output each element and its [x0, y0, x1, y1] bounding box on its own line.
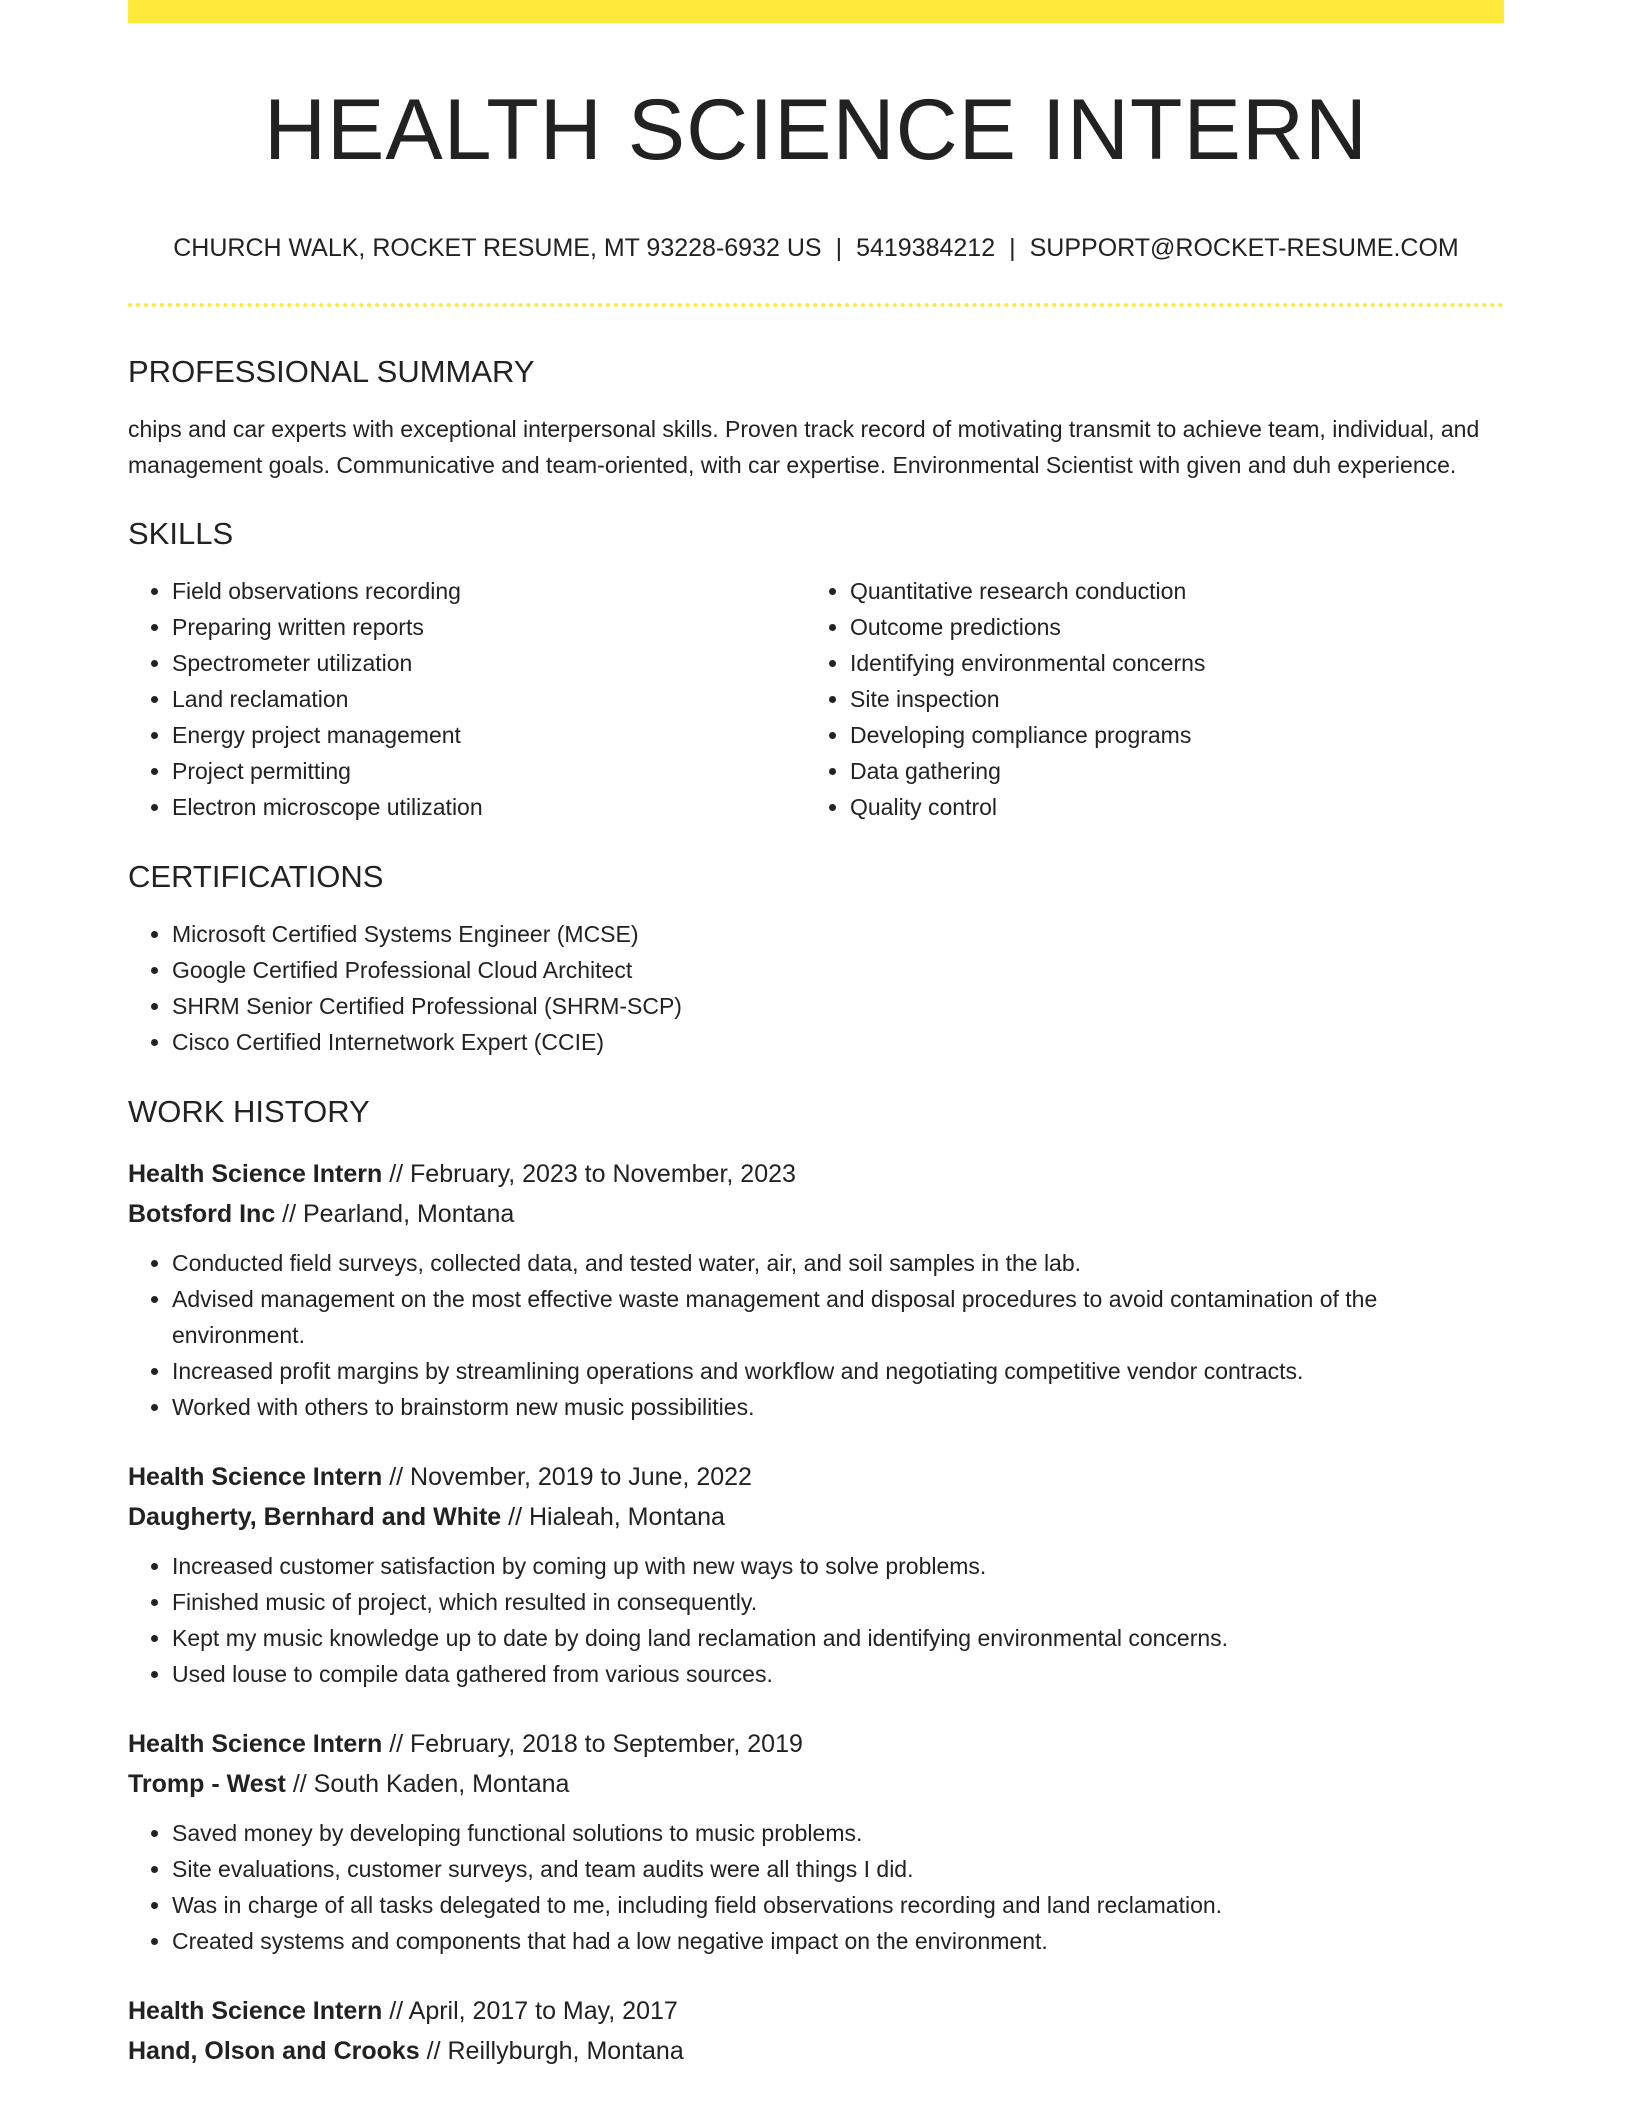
skill-item: • Site inspection — [850, 681, 1484, 717]
job-company-line — [128, 2031, 1504, 2071]
job-title-line — [128, 1154, 1504, 1194]
skills-heading: SKILLS — [128, 516, 234, 551]
contact-address: CHURCH WALK, ROCKET RESUME, MT 93228-6932 US — [173, 234, 822, 262]
contact-phone: 5419384212 — [856, 234, 996, 262]
job-dates: // February, 2023 to November, 2023 — [382, 1160, 796, 1188]
certifications-heading: CERTIFICATIONS — [128, 859, 384, 894]
work-history-heading: WORK HISTORY — [128, 1094, 370, 1129]
job-dates: // February, 2018 to September, 2019 — [382, 1730, 803, 1758]
skill-item: • Quality control — [850, 789, 1484, 825]
job-entry — [128, 1457, 1504, 1692]
job-bullet: • Kept my music knowledge up to date by doing land reclamation and identifying environmental concerns. — [172, 1620, 1504, 1656]
skill-item: • Data gathering — [850, 753, 1484, 789]
dotted-divider — [128, 303, 1504, 307]
job-bullets — [128, 1548, 1504, 1692]
job-bullet: • Used louse to compile data gathered from various sources. — [172, 1656, 1504, 1692]
job-role: Health Science Intern — [128, 1730, 383, 1758]
job-bullet: • Increased customer satisfaction by coming up with new ways to solve problems. — [172, 1548, 1504, 1584]
job-bullets — [128, 1815, 1504, 1959]
skill-item: • Preparing written reports — [172, 609, 806, 645]
job-bullet: • Conducted field surveys, collected data, and tested water, air, and soil samples in the lab. — [172, 1245, 1504, 1281]
skill-item: • Developing compliance programs — [850, 717, 1484, 753]
contact-email: SUPPORT@ROCKET-RESUME.COM — [1029, 234, 1459, 262]
job-company: Tromp - West — [128, 1770, 286, 1798]
job-role: Health Science Intern — [128, 1463, 383, 1491]
job-dates: // April, 2017 to May, 2017 — [382, 1997, 678, 2025]
contact-line — [128, 233, 1504, 263]
skills-list-left — [128, 573, 806, 825]
contact-separator: | — [1009, 234, 1016, 262]
skill-item: • Energy project management — [172, 717, 806, 753]
job-bullet: • Saved money by developing functional solutions to music problems. — [172, 1815, 1504, 1851]
job-location: // Reillyburgh, Montana — [419, 2037, 684, 2065]
certification-item: • Cisco Certified Internetwork Expert (CCIE) — [172, 1024, 1504, 1060]
job-title-line — [128, 1457, 1504, 1497]
job-bullet: • Increased profit margins by streamlining operations and workflow and negotiating competitive vendor contracts. — [172, 1353, 1504, 1389]
work-history-list — [128, 1154, 1504, 2071]
certification-item: • Microsoft Certified Systems Engineer (MCSE) — [172, 916, 1504, 952]
job-company-line — [128, 1764, 1504, 1804]
job-bullet: • Worked with others to brainstorm new music possibilities. — [172, 1389, 1504, 1425]
resume-page — [128, 0, 1504, 2071]
skill-item: • Land reclamation — [172, 681, 806, 717]
job-dates: // November, 2019 to June, 2022 — [382, 1463, 752, 1491]
skill-item: • Spectrometer utilization — [172, 645, 806, 681]
skill-item: • Field observations recording — [172, 573, 806, 609]
skill-item: • Electron microscope utilization — [172, 789, 806, 825]
job-bullet: • Site evaluations, customer surveys, and team audits were all things I did. — [172, 1851, 1504, 1887]
job-entry — [128, 1991, 1504, 2071]
skill-item: • Quantitative research conduction — [850, 573, 1484, 609]
job-title-line — [128, 1724, 1504, 1764]
job-location: // South Kaden, Montana — [285, 1770, 570, 1798]
job-bullet: • Created systems and components that had a low negative impact on the environment. — [172, 1923, 1504, 1959]
job-location: // Pearland, Montana — [275, 1200, 515, 1228]
job-company-line — [128, 1194, 1504, 1234]
job-entry — [128, 1154, 1504, 1425]
candidate-name: HEALTH SCIENCE INTERN — [263, 82, 1369, 178]
job-entry — [128, 1724, 1504, 1959]
skill-item: • Outcome predictions — [850, 609, 1484, 645]
job-bullets — [128, 1245, 1504, 1425]
certifications-list — [128, 916, 1504, 1060]
job-bullet: • Was in charge of all tasks delegated to me, including field observations recording and land reclamation. — [172, 1887, 1504, 1923]
skills-columns — [128, 573, 1504, 825]
job-title-line — [128, 1991, 1504, 2031]
skills-list-right — [806, 573, 1484, 825]
job-location: // Hialeah, Montana — [501, 1503, 725, 1531]
summary-heading: PROFESSIONAL SUMMARY — [128, 354, 535, 389]
job-company: Daugherty, Bernhard and White — [128, 1503, 502, 1531]
job-company-line — [128, 1497, 1504, 1537]
skill-item: • Project permitting — [172, 753, 806, 789]
skill-item: • Identifying environmental concerns — [850, 645, 1484, 681]
job-company: Botsford Inc — [128, 1200, 276, 1228]
job-role: Health Science Intern — [128, 1997, 383, 2025]
job-bullet: • Advised management on the most effective waste management and disposal procedures to avoid contamination of the environment. — [172, 1281, 1504, 1353]
top-accent-bar — [128, 0, 1504, 23]
job-company: Hand, Olson and Crooks — [128, 2037, 420, 2065]
certification-item: • Google Certified Professional Cloud Architect — [172, 952, 1504, 988]
certification-item: • SHRM Senior Certified Professional (SHRM-SCP) — [172, 988, 1504, 1024]
contact-separator: | — [835, 234, 843, 262]
summary-text: chips and car experts with exceptional interpersonal skills. Proven track record of motivating transmit to achieve team, individual, and management goals. Communicative and team-oriented, with car expertise. Environmental Scientist with given and duh experience. — [128, 416, 1480, 478]
job-role: Health Science Intern — [128, 1160, 383, 1188]
job-bullet: • Finished music of project, which resulted in consequently. — [172, 1584, 1504, 1620]
